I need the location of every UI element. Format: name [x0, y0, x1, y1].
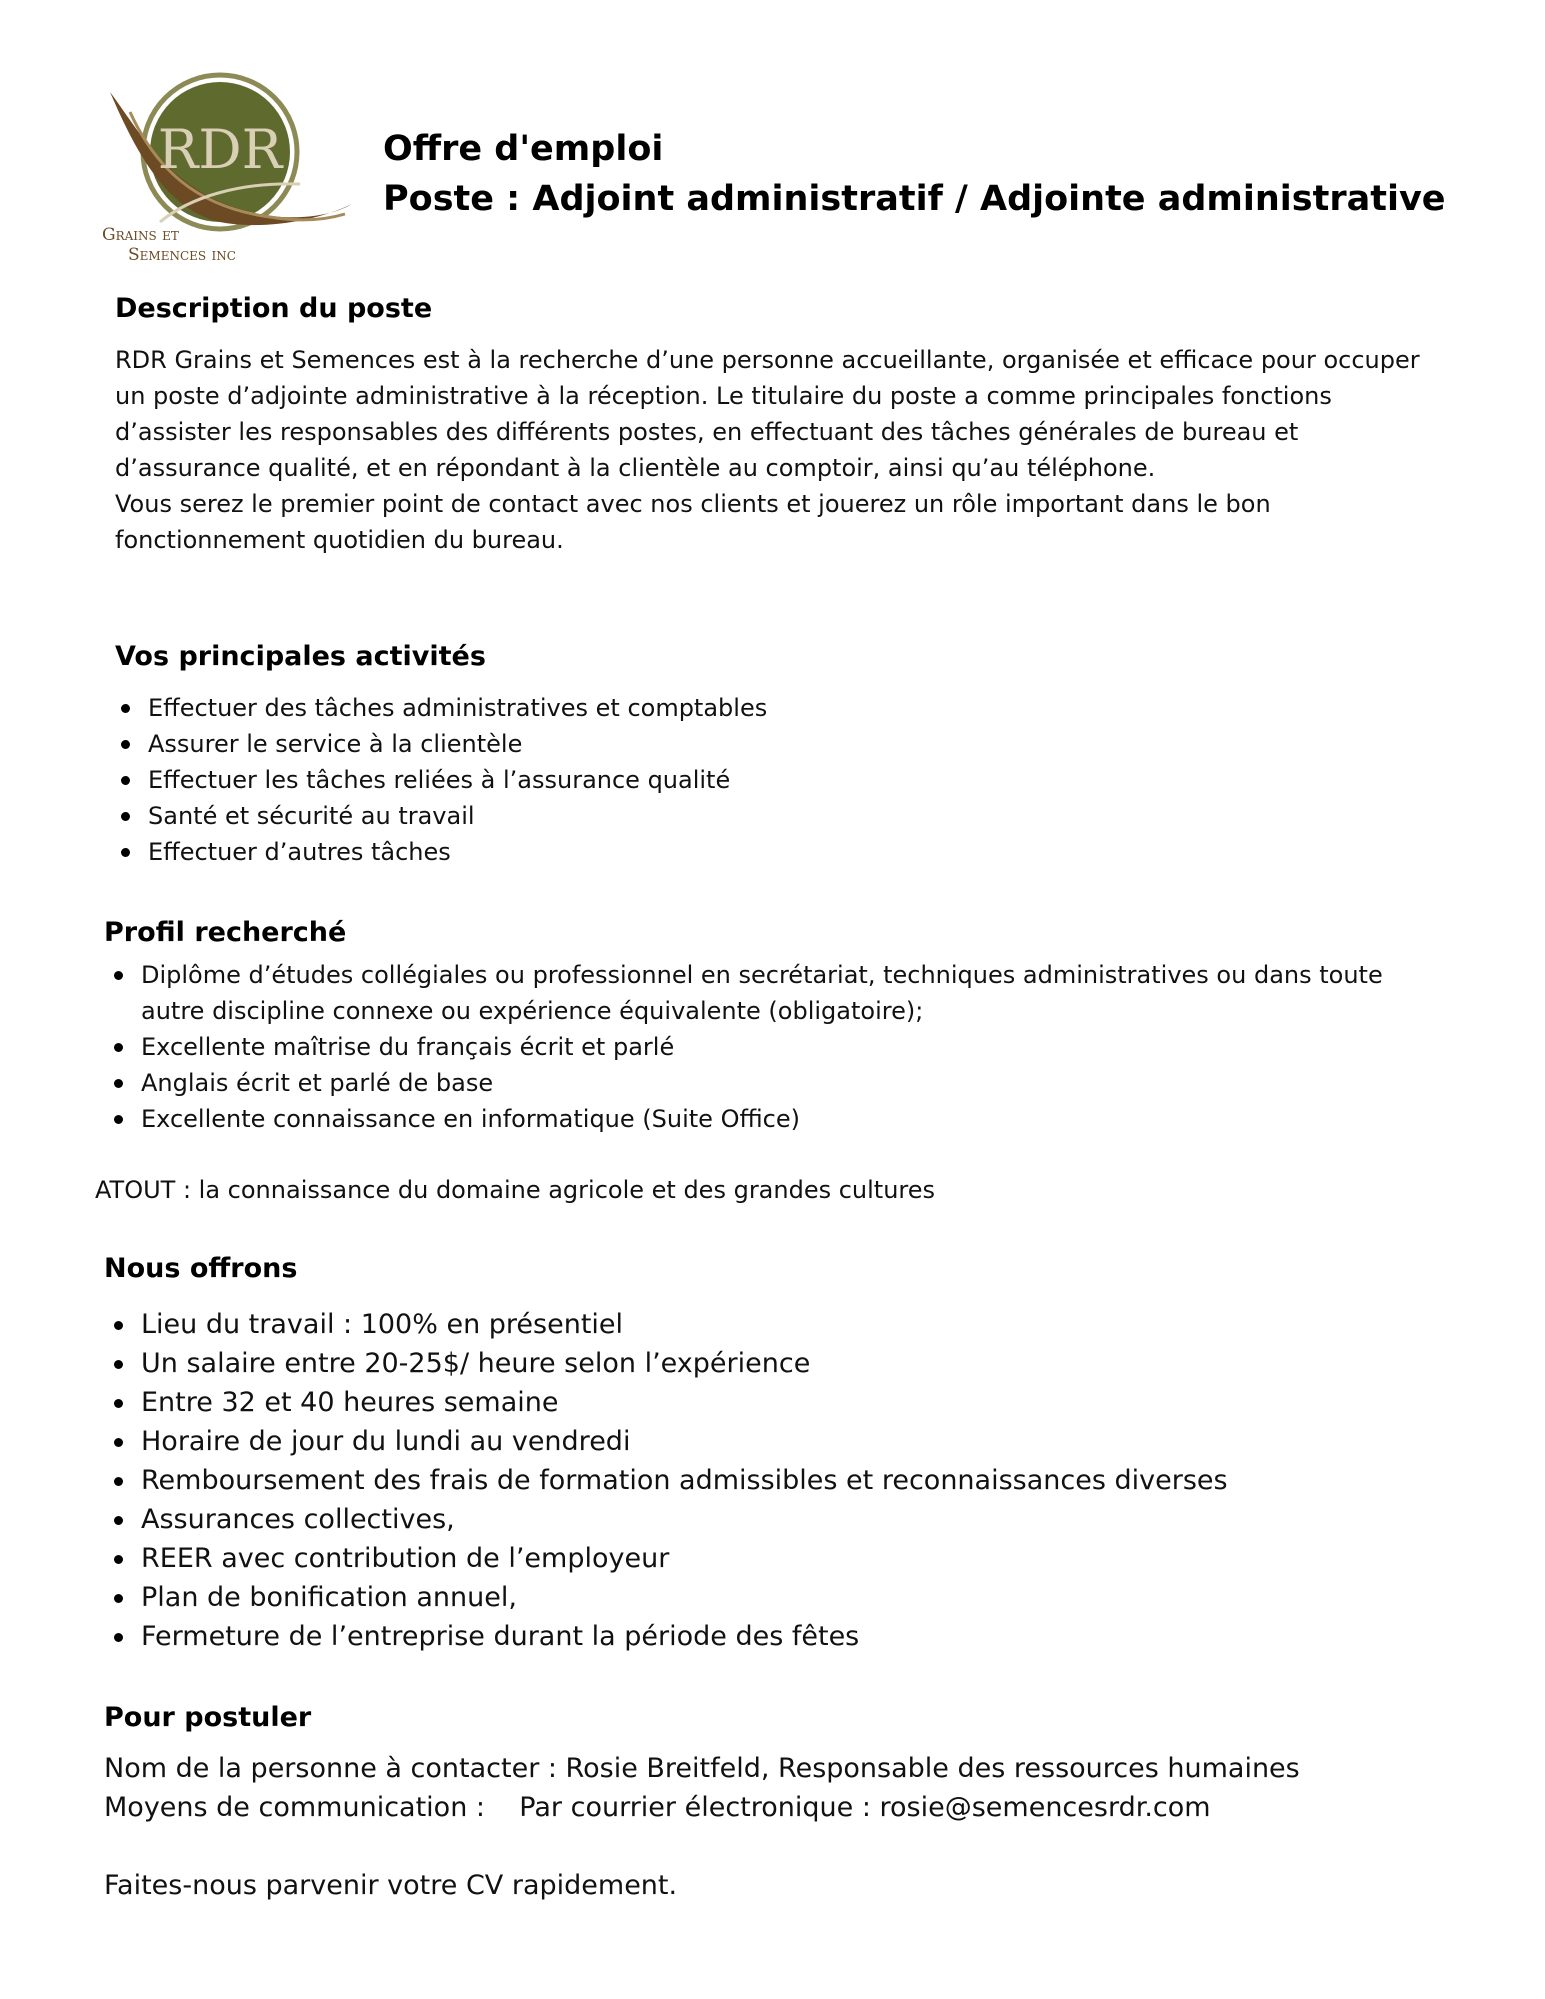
- list-item: Un salaire entre 20-25$/ heure selon l’expérience: [108, 1344, 1448, 1383]
- description-body: [115, 342, 1445, 558]
- list-item: Entre 32 et 40 heures semaine: [108, 1383, 1448, 1422]
- list-item: Anglais écrit et parlé de base: [108, 1065, 1408, 1101]
- list-item: Remboursement des frais de formation admissibles et reconnaissances diverses: [108, 1461, 1448, 1500]
- profile-title: Profil recherché: [104, 917, 347, 948]
- list-item: Lieu du travail : 100% en présentiel: [108, 1305, 1448, 1344]
- communication-line: Moyens de communication : Par courrier électronique : rosie@semencesrdr.com: [104, 1792, 1211, 1823]
- activities-list: [115, 690, 1415, 870]
- page-title: Offre d'emploi: [383, 129, 664, 169]
- asset-note: ATOUT : la connaissance du domaine agricole et des grandes cultures: [95, 1176, 936, 1204]
- offer-list: [108, 1305, 1448, 1656]
- list-item: Diplôme d’études collégiales ou professionnel en secrétariat, techniques administratives ou dans toute autre discipline connexe ou expérience équivalente (obligatoire);: [108, 957, 1408, 1029]
- profile-list: [108, 957, 1408, 1137]
- list-item: Effectuer des tâches administratives et comptables: [115, 690, 1415, 726]
- list-item: REER avec contribution de l’employeur: [108, 1539, 1448, 1578]
- list-item: Effectuer les tâches reliées à l’assurance qualité: [115, 762, 1415, 798]
- logo-subtitle-line2: Semences inc: [128, 245, 236, 265]
- list-item: Fermeture de l’entreprise durant la période des fêtes: [108, 1617, 1448, 1656]
- list-item: Excellente maîtrise du français écrit et parlé: [108, 1029, 1408, 1065]
- list-item: Assurances collectives,: [108, 1500, 1448, 1539]
- activities-title: Vos principales activités: [115, 641, 486, 672]
- header: [383, 124, 1446, 224]
- logo-initials: RDR: [157, 118, 283, 181]
- logo-subtitle-line1: Grains et: [102, 225, 179, 245]
- list-item: Santé et sécurité au travail: [115, 798, 1415, 834]
- list-item: Plan de bonification annuel,: [108, 1578, 1448, 1617]
- apply-title: Pour postuler: [104, 1702, 312, 1733]
- offer-title: Nous offrons: [104, 1253, 298, 1284]
- description-paragraph-1: RDR Grains et Semences est à la recherche d’une personne accueillante, organisée et efficace pour occuper un poste d’adjointe administrative à la réception. Le titulaire du poste a comme principales fonctions d’assister les responsables des différents postes, en effectuant des tâches générales de bureau et d’assurance qualité, et en répondant à la clientèle au comptoir, ainsi qu’au téléphone.: [115, 346, 1420, 482]
- description-title: Description du poste: [115, 293, 433, 324]
- list-item: Horaire de jour du lundi au vendredi: [108, 1422, 1448, 1461]
- logo-graphic: [100, 72, 360, 272]
- company-logo: [100, 72, 360, 272]
- list-item: Assurer le service à la clientèle: [115, 726, 1415, 762]
- list-item: Excellente connaissance en informatique (Suite Office): [108, 1101, 1408, 1137]
- page-subtitle: Poste : Adjoint administratif / Adjointe administrative: [383, 179, 1446, 219]
- contact-line: Nom de la personne à contacter : Rosie Breitfeld, Responsable des ressources humaines: [104, 1753, 1300, 1784]
- description-paragraph-2: Vous serez le premier point de contact avec nos clients et jouerez un rôle important dans le bon fonctionnement quotidien du bureau.: [115, 490, 1271, 554]
- closing-line: Faites-nous parvenir votre CV rapidement.: [104, 1870, 678, 1901]
- list-item: Effectuer d’autres tâches: [115, 834, 1415, 870]
